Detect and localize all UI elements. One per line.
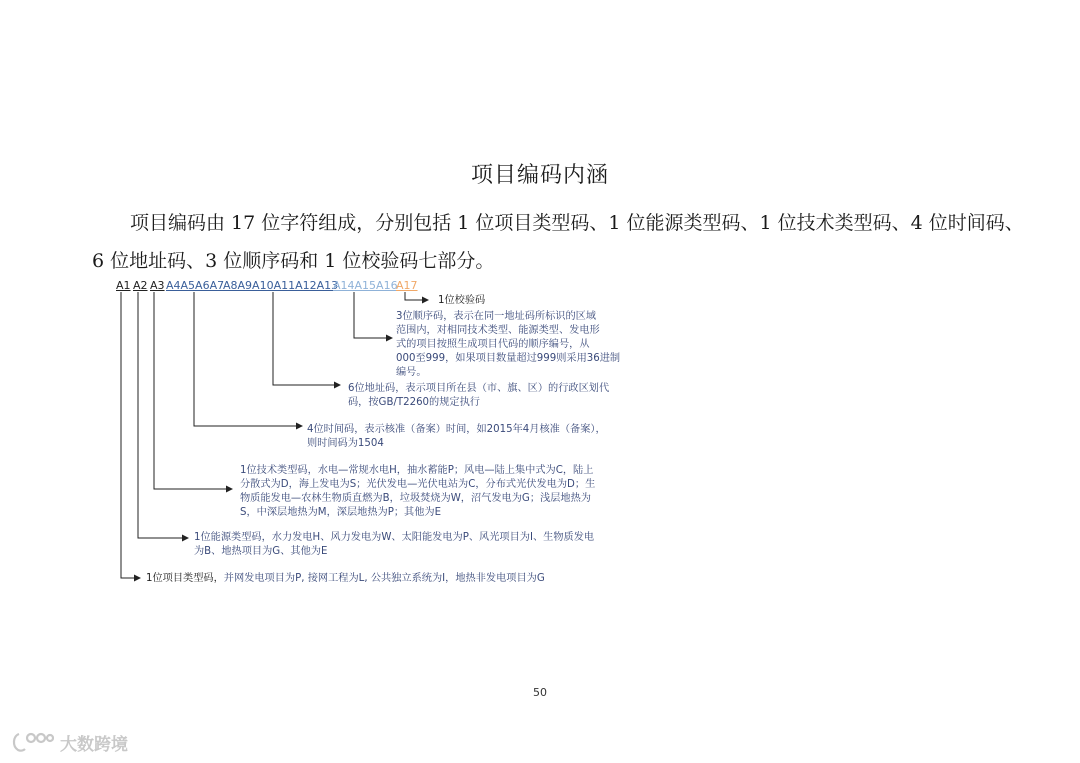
check-code-label: 1位校验码 — [438, 295, 486, 306]
brand-logo-icon — [10, 729, 54, 755]
sequence-line: 000至999，如果项目数量超过999则采用36进制 — [396, 353, 621, 364]
code-a1: A1 — [116, 279, 131, 292]
intro-line-2: 6 位地址码、3 位顺序码和 1 位校验码七部分。 — [92, 250, 495, 272]
tech-line: S，中深层地热为M，深层地热为P；其他为E — [240, 507, 442, 518]
sequence-line: 3位顺序码，表示在同一地址码所标识的区域 — [396, 311, 597, 322]
code-time-segment: A4A5A6A7 — [166, 279, 225, 292]
code-a3: A3 — [150, 279, 165, 292]
sequence-line: 编号。 — [396, 367, 427, 378]
watermark — [10, 728, 128, 756]
annotation-time-code — [307, 423, 606, 451]
tech-line: 物质能发电—农林生物质直燃为B，垃圾焚烧为W，沼气发电为G；浅层地热为 — [240, 493, 591, 504]
project-code-label: 1位项目类型码， — [146, 573, 224, 584]
address-line: 码，按GB/T2260的规定执行 — [348, 397, 480, 408]
time-line: 4位时间码，表示核准（备案）时间，如2015年4月核准（备案）， — [307, 424, 606, 435]
annotation-address-code — [348, 382, 609, 410]
project-code-desc: 并网发电项目为P, 接网工程为L, 公共独立系统为I，地热非发电项目为G — [223, 573, 545, 584]
address-line: 6位地址码，表示项目所在县（市、旗、区）的行政区划代 — [348, 383, 610, 394]
annotation-check-code — [438, 294, 485, 308]
annotation-project-code — [146, 572, 545, 586]
code-sequence-segment: A14A15A16 — [333, 279, 398, 292]
sequence-line: 式的项目按照生成项目代码的顺序编号，从 — [396, 339, 590, 350]
intro-line-1: 项目编码由 17 位字符组成，分别包括 1 位项目类型码、1 位能源类型码、1 位技术类型码、4 位时间码、 — [130, 212, 1024, 234]
page-number: 50 — [533, 686, 547, 699]
time-line: 则时间码为1504 — [307, 438, 384, 449]
code-address-segment: A8A9A10A11A12A13 — [223, 279, 339, 292]
tech-line: 1位技术类型码，水电—常规水电H，抽水蓄能P；风电—陆上集中式为C，陆上 — [240, 465, 594, 476]
annotation-sequence-code — [396, 310, 620, 380]
tech-line: 分散式为D，海上发电为S；光伏发电—光伏电站为C，分布式光伏发电为D；生 — [240, 479, 596, 490]
page-title: 项目编码内涵 — [470, 163, 609, 188]
annotation-tech-code — [240, 464, 595, 520]
sequence-line: 范围内，对相同技术类型、能源类型、发电形 — [396, 325, 600, 336]
code-a2: A2 — [133, 279, 148, 292]
energy-line: 1位能源类型码，水力发电H、风力发电为W、太阳能发电为P、风光项目为I、生物质发电 — [194, 532, 595, 543]
code-check-segment: A17 — [396, 279, 418, 292]
annotation-energy-code — [194, 531, 594, 559]
energy-line: 为B、地热项目为G、其他为E — [194, 546, 328, 557]
watermark-text: 大数跨境 — [60, 734, 128, 755]
